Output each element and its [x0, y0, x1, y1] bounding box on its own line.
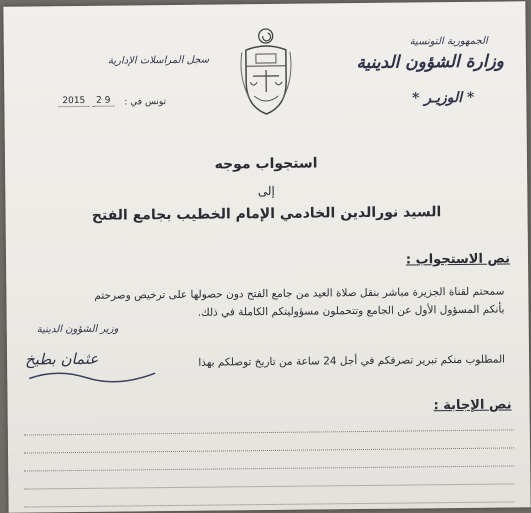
- answer-line: [25, 501, 515, 507]
- inquiry-heading: نص الاستجواب :: [406, 251, 510, 267]
- ministry-name: وزارة الشؤون الدينية: [356, 52, 504, 74]
- coat-of-arms-icon: [236, 26, 297, 119]
- addressee: السيد نورالدين الخادمي الإمام الخطيب بجامع الفتح: [5, 203, 527, 224]
- tunis-label: تونس في :: [124, 97, 166, 107]
- document-title: استجواب موجه: [5, 153, 527, 174]
- document-page: [3, 1, 530, 512]
- minister-title: * الوزيـر *: [412, 90, 474, 107]
- to-label: إلى: [5, 181, 527, 200]
- inquiry-text-line: المطلوب منكم تبرير تصرفكم في أجل 24 ساعة من تاريخ توصلكم بهذا: [198, 354, 505, 369]
- date-field: [58, 96, 114, 108]
- answer-line: [24, 465, 514, 471]
- signature: عثمان بطيخ: [25, 350, 98, 369]
- minister-stamp: وزير الشؤون الدينية: [37, 324, 119, 336]
- answer-line: [24, 429, 514, 435]
- republic-header: الجمهورية التونسية: [410, 36, 488, 48]
- signature-flourish-icon: [27, 365, 157, 386]
- registry-label: سجل المراسلات الإدارية: [108, 55, 209, 67]
- inquiry-text-line: سمحتم لقناة الجزيرة مباشر بنقل صلاة العيد من جامع الفتح دون حصولها على ترخيص وصرحتم: [94, 286, 504, 302]
- answer-line: [24, 447, 514, 453]
- answer-line: [24, 483, 514, 489]
- answer-heading: نص الإجابة :: [433, 397, 511, 413]
- inquiry-text-line: بأنكم المسؤول الأول عن الجامع وتتحملون مسؤوليتكم الكاملة في ذلك.: [198, 304, 505, 319]
- date-day: 2 9: [92, 96, 114, 107]
- date-year: 2015: [58, 96, 89, 107]
